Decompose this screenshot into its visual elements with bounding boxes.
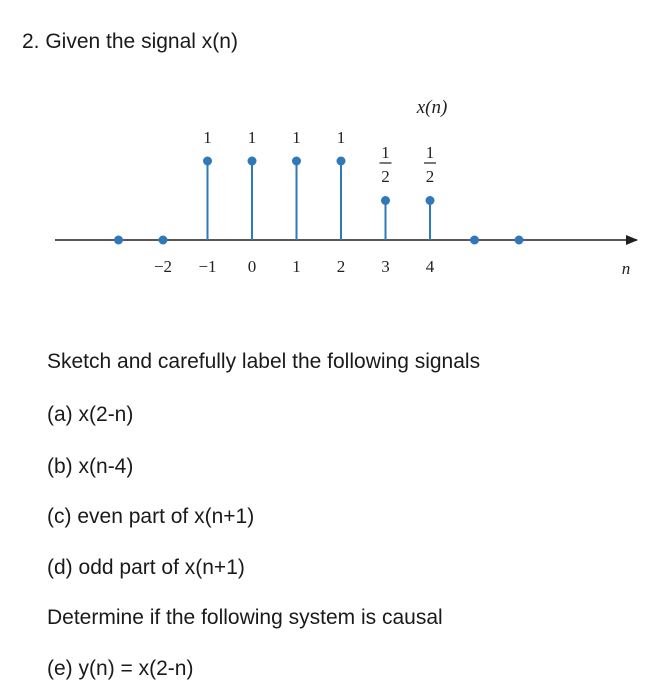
value-label-n3-denominator: 2 <box>381 167 390 186</box>
stem-dot-n-1 <box>203 157 212 166</box>
tick-label-n-1: −1 <box>198 257 217 276</box>
stem-dot-n5 <box>470 236 479 245</box>
axis-label-n: n <box>621 259 631 278</box>
stem-dot-n0 <box>248 157 257 166</box>
question-title: 2. Given the signal x(n) <box>22 30 238 53</box>
part-b <box>47 455 133 479</box>
tick-label-group <box>154 257 435 276</box>
part-d-text: odd part of x(n+1) <box>78 556 245 579</box>
stem-dot-n-3 <box>114 236 123 245</box>
stem-dot-n-2 <box>159 236 168 245</box>
tick-label-n4: 4 <box>425 257 435 276</box>
part-e <box>47 657 193 681</box>
stem-group <box>114 157 524 245</box>
part-c-text: even part of x(n+1) <box>77 505 255 528</box>
sketch-instruction: Sketch and carefully label the following signals <box>47 350 481 373</box>
causal-instruction: Determine if the following system is causal <box>47 606 443 629</box>
part-e-text: y(n) = x(2-n) <box>78 657 194 680</box>
part-d-label: (d) <box>47 556 73 579</box>
value-label-n3-numerator: 1 <box>381 143 390 162</box>
stem-dot-n3 <box>381 196 390 205</box>
value-label-n-1: 1 <box>203 128 212 147</box>
signal-label: x(n) <box>416 97 448 118</box>
value-label-n4-denominator: 2 <box>425 167 435 186</box>
part-c <box>47 505 254 529</box>
value-label-n1: 1 <box>292 128 301 147</box>
tick-label-n3: 3 <box>381 257 390 276</box>
stem-dot-n6 <box>515 236 524 245</box>
stem-dot-n4 <box>426 196 435 205</box>
tick-label-n0: 0 <box>247 257 257 276</box>
part-c-label: (c) <box>47 505 72 528</box>
part-b-label: (b) <box>47 455 73 478</box>
part-a-text: x(2-n) <box>78 403 134 426</box>
value-label-n2: 1 <box>336 128 346 147</box>
part-e-label: (e) <box>47 657 73 680</box>
tick-label-n-2: −2 <box>153 257 173 276</box>
signal-stem-plot <box>0 0 672 300</box>
part-a-label: (a) <box>47 403 73 426</box>
tick-label-n2: 2 <box>336 257 346 276</box>
stem-dot-n1 <box>292 157 301 166</box>
part-b-text: x(n-4) <box>78 455 134 478</box>
tick-label-n1: 1 <box>292 257 301 276</box>
value-label-n0: 1 <box>247 128 257 147</box>
part-d <box>47 556 245 580</box>
value-label-group <box>203 128 436 186</box>
value-label-n4-numerator: 1 <box>425 143 435 162</box>
stem-dot-n2 <box>337 157 346 166</box>
part-a <box>47 403 133 427</box>
